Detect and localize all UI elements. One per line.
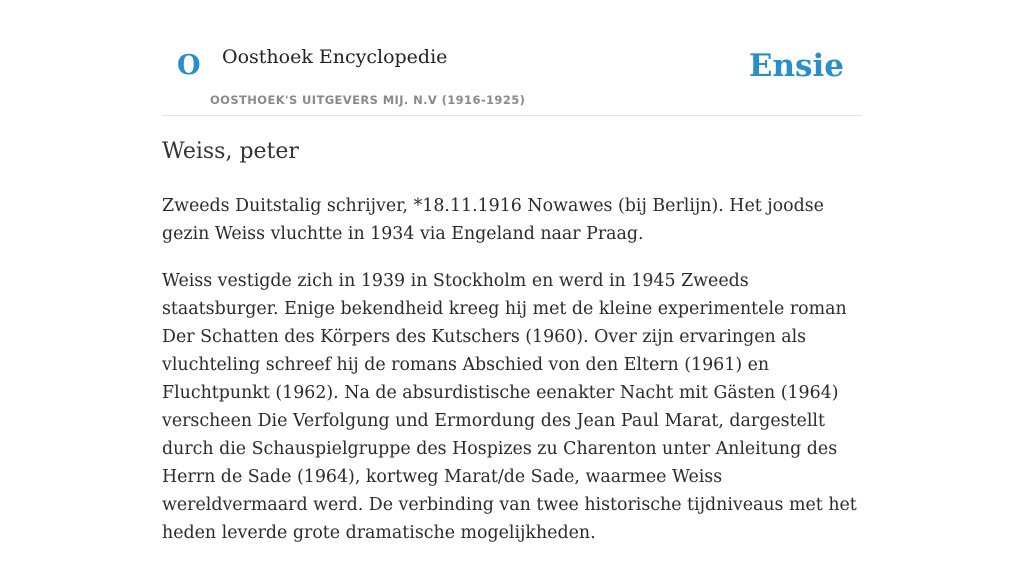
source-subtitle: OOSTHOEK'S UITGEVERS MIJ. N.V (1916-1925) <box>210 93 526 107</box>
source-title[interactable]: Oosthoek Encyclopedie <box>222 46 448 68</box>
entry-paragraph: Zweeds Duitstalig schrijver, *18.11.1916 Nowawes (bij Berlijn). Het joodse gezin Weiss vluchtte in 1934 via Engeland naar Praag. <box>162 196 824 244</box>
entry-paragraph: Weiss vestigde zich in 1939 in Stockholm en werd in 1945 Zweeds staatsburger. Enige bekendheid kreeg hij met de kleine experimentele roman Der Schatten des Körpers des Kutschers (1960). Over zijn ervaringen als vluchteling schreef hij de romans Abschied von den Eltern (1961) en Fluchtpunkt (1962). Na de absurdistische eenakter Nacht mit Gästen (1964) verscheen Die Verfolgung und Ermordung des Jean Paul Marat, dargestellt durch die Schauspielgruppe des Hospizes zu Charenton unter Anleitung des Herrn de Sade (1964), kortweg Marat/de Sade, waarmee Weiss wereldvermaard werd. De verbinding van twee historische tijdniveaus met het heden leverde grote dramatische mogelijkheden. <box>162 271 857 543</box>
entry-title: Weiss, peter <box>162 139 299 164</box>
entry-body <box>162 192 862 566</box>
entry-card <box>162 0 862 543</box>
brand-logo-link[interactable]: Ensie <box>748 48 844 84</box>
source-logo[interactable]: O <box>177 50 201 81</box>
source-header <box>162 0 862 116</box>
